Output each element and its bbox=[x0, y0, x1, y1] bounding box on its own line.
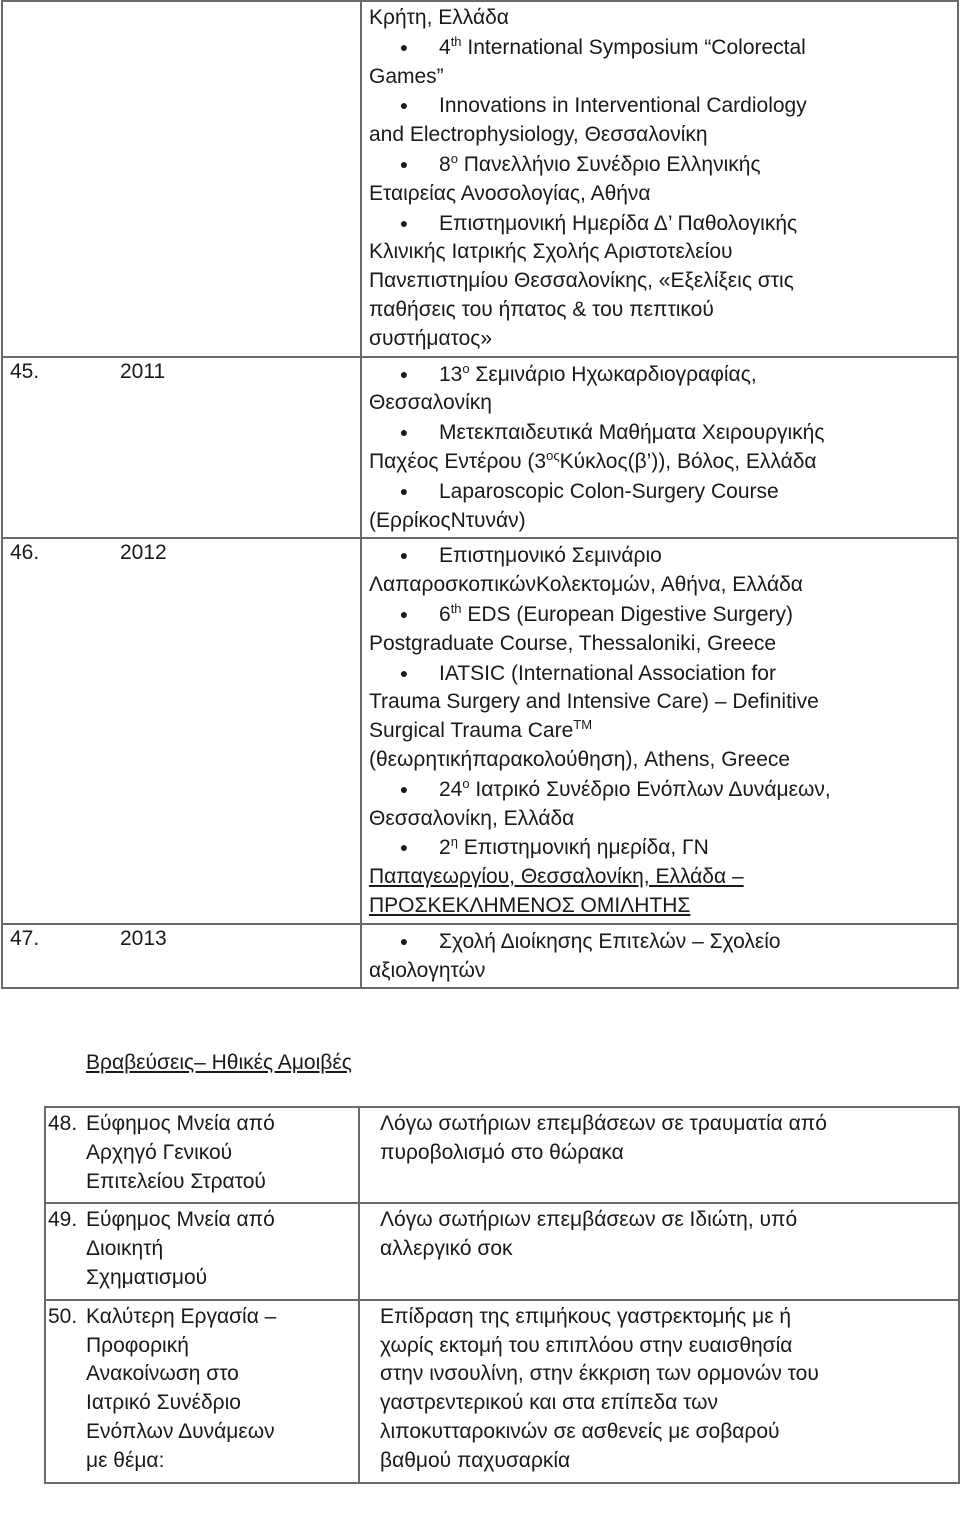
bullet-icon: ● bbox=[399, 38, 409, 55]
row-content-cell bbox=[361, 1, 958, 357]
row-content bbox=[362, 2, 957, 356]
award-title-cell bbox=[45, 1107, 359, 1203]
content-line: Θεσσαλονίκη bbox=[369, 391, 492, 415]
bullet-icon: ● bbox=[399, 664, 409, 681]
content-line: Κλινικής Ιατρικής Σχολής Αριστοτελείου bbox=[369, 240, 733, 264]
award-reason-line: Λόγω σωτήριων επεμβάσεων σε τραυματία από bbox=[380, 1112, 827, 1135]
award-title-cell bbox=[45, 1300, 359, 1483]
conference-table bbox=[1, 0, 959, 989]
content-line: ● $2^\eta$ Επιστημονική ημερίδα, ΓΝ bbox=[369, 833, 937, 863]
superscript: ο bbox=[462, 360, 470, 376]
conference-table-body bbox=[2, 1, 958, 988]
row-content bbox=[362, 539, 957, 922]
award-reason-line: στην ινσουλίνη, στην έκκριση των ορμονών του bbox=[380, 1362, 819, 1386]
row-content-cell bbox=[361, 538, 958, 923]
award-title-line: Ανακοίνωση στο bbox=[86, 1362, 239, 1386]
content-line: ● 4th International Symposium “Colorectal bbox=[369, 33, 937, 63]
award-reason bbox=[360, 1204, 958, 1270]
superscript: th bbox=[450, 33, 462, 49]
award-title-line: Εύφημος Μνεία από bbox=[86, 1112, 275, 1135]
row-year: 2013 bbox=[120, 926, 167, 950]
content-line: Surgical Trauma Care™ bbox=[369, 717, 593, 743]
content-line: ● $8^o$ Πανελλήνιο Συνέδριο Ελληνικής bbox=[369, 150, 937, 180]
award-reason bbox=[360, 1108, 958, 1174]
content-line: αξιολογητών bbox=[369, 958, 486, 982]
award-reason-cell bbox=[359, 1203, 959, 1299]
award-title-line: Εύφημος Μνεία από bbox=[86, 1208, 275, 1232]
superscript: η bbox=[450, 834, 458, 850]
award-reason-line: πυροβολισμό στο θώρακα bbox=[380, 1140, 624, 1164]
content-line: ● Laparoscopic Colon-Surgery Course bbox=[369, 477, 937, 507]
award-reason bbox=[360, 1301, 958, 1482]
award-title-line: Προφορική bbox=[86, 1333, 189, 1357]
content-line: Postgraduate Course, Thessaloniki, Greece bbox=[369, 631, 776, 655]
content-line: Θεσσαλονίκη, Ελλάδα bbox=[369, 806, 575, 830]
row-content-cell bbox=[361, 357, 958, 539]
content-line: ● Innovations in Interventional Cardiology bbox=[369, 91, 937, 121]
award-reason-line: γαστρεντερικού και στα επίπεδα των bbox=[380, 1391, 718, 1415]
content-line: and Electrophysiology, Θεσσαλονίκη bbox=[369, 123, 708, 147]
award-reason-cell bbox=[359, 1300, 959, 1483]
bullet-icon: ● bbox=[399, 547, 409, 564]
content-line: (ΕρρίκοςΝτυνάν) bbox=[369, 508, 526, 532]
content-line: παθήσεις του ήπατος & του πεπτικού bbox=[369, 297, 714, 321]
content-line: ● $24^o$ Ιατρικό Συνέδριο Ενόπλων Δυνάμεων, bbox=[369, 775, 937, 805]
award-title-cell bbox=[45, 1203, 359, 1299]
award-reason-line: αλλεργικό σοκ bbox=[380, 1237, 513, 1261]
row-number: 47. bbox=[10, 926, 40, 950]
bullet-icon: ● bbox=[399, 605, 409, 622]
bullet-icon: ● bbox=[399, 780, 409, 797]
award-title-line: Ενόπλων Δυνάμεων bbox=[86, 1419, 275, 1443]
superscript: th bbox=[450, 600, 462, 616]
row-year: 2012 bbox=[120, 541, 167, 565]
content-line: συστήματος» bbox=[369, 326, 493, 350]
content-line: ● Σχολή Διοίκησης Επιτελών – Σχολείο bbox=[369, 927, 937, 957]
table-row bbox=[2, 538, 958, 923]
bullet-icon: ● bbox=[399, 424, 409, 441]
row-content-cell bbox=[361, 924, 958, 989]
awards-table bbox=[44, 1106, 960, 1484]
award-left bbox=[46, 1301, 358, 1482]
award-reason-line: βαθμού παχυσαρκία bbox=[380, 1448, 571, 1472]
award-title-line: Αρχηγό Γενικού bbox=[86, 1140, 233, 1164]
award-reason-line: Λόγω σωτήριων επεμβάσεων σε Ιδιώτη, υπό bbox=[380, 1208, 798, 1232]
row-number-cell bbox=[2, 357, 361, 539]
award-row bbox=[45, 1107, 959, 1203]
content-line: ● IATSIC (International Association for bbox=[369, 659, 937, 689]
award-left bbox=[46, 1204, 358, 1298]
superscript: ο bbox=[450, 150, 458, 166]
bullet-icon: ● bbox=[399, 214, 409, 231]
award-title-line: Διοικητή bbox=[86, 1237, 164, 1261]
award-row bbox=[45, 1300, 959, 1483]
award-title-line: Σχηματισμού bbox=[86, 1265, 208, 1289]
award-left bbox=[46, 1108, 358, 1202]
row-year: 2011 bbox=[120, 359, 166, 383]
award-reason-cell bbox=[359, 1107, 959, 1203]
table-row bbox=[2, 1, 958, 357]
content-line: Κρήτη, Ελλάδα bbox=[369, 6, 509, 29]
award-reason-line: Επίδραση της επιμήκους γαστρεκτομής με ή bbox=[380, 1304, 792, 1328]
bullet-icon: ● bbox=[399, 482, 409, 499]
bullet-icon: ● bbox=[399, 932, 409, 949]
award-title bbox=[86, 1110, 354, 1196]
award-title-line: Επιτελείου Στρατού bbox=[86, 1169, 266, 1193]
award-number: 50. bbox=[48, 1304, 78, 1328]
table-row bbox=[2, 357, 958, 539]
row-number-cell bbox=[2, 1, 361, 357]
content-line: Trauma Surgery and Intensive Care) – Definitive bbox=[369, 690, 819, 714]
content-line: (θεωρητικήπαρακολούθηση), Athens, Greece bbox=[369, 747, 791, 771]
award-title bbox=[86, 1206, 354, 1292]
content-line: Πανεπιστημίου Θεσσαλονίκης, «Εξελίξεις στις bbox=[369, 269, 794, 293]
superscript: ο bbox=[462, 775, 470, 791]
content-line: ● Επιστημονική Ημερίδα Δ’ Παθολογικής bbox=[369, 209, 937, 239]
awards-heading: Βραβεύσεις– Ηθικές Αμοιβές bbox=[86, 1051, 352, 1074]
awards-table-body bbox=[45, 1107, 959, 1483]
award-title-line: Καλύτερη Εργασία – bbox=[86, 1304, 277, 1328]
content-line: ● $13^o$ Σεμινάριο Ηχωκαρδιογραφίας, bbox=[369, 360, 937, 390]
row-number: 45. bbox=[10, 359, 40, 383]
award-reason-line: χωρίς εκτομή του επιπλόου στην ευαισθησία bbox=[380, 1333, 793, 1357]
content-line: ● Μετεκπαιδευτικά Μαθήματα Χειρουργικής bbox=[369, 418, 937, 448]
award-number: 48. bbox=[48, 1112, 78, 1135]
award-row bbox=[45, 1203, 959, 1299]
table-row bbox=[2, 924, 958, 989]
superscript: TM bbox=[573, 717, 593, 733]
content-line: Παπαγεωργίου, Θεσσαλονίκη, Ελλάδα – bbox=[369, 865, 744, 889]
row-number-cell bbox=[2, 924, 361, 989]
bullet-icon: ● bbox=[399, 97, 409, 114]
bullet-icon: ● bbox=[399, 365, 409, 382]
award-reason-line: λιποκυτταροκινών σε ασθενείς με σοβαρού bbox=[380, 1419, 780, 1443]
award-title-line: Ιατρικό Συνέδριο bbox=[86, 1391, 241, 1415]
award-title bbox=[86, 1303, 354, 1476]
content-line: Παχέος Εντέρου $(3^{o\varsigma}Kύ\kappa\lambda o\varsigma(\beta’))$, Βόλος, Ελλάδα bbox=[369, 447, 817, 473]
content-line: ΠΡΟΣΚΕΚΛΗΜΕΝΟΣ ΟΜΙΛΗΤΗΣ bbox=[369, 893, 691, 917]
bullet-icon: ● bbox=[399, 155, 409, 172]
content-line: ● 6th EDS (European Digestive Surgery) bbox=[369, 600, 937, 630]
content-line: Εταιρείας Ανοσολογίας, Αθήνα bbox=[369, 181, 651, 205]
content-line: ΛαπαροσκοπικώνΚολεκτομών, Αθήνα, Ελλάδα bbox=[369, 573, 803, 597]
row-content bbox=[362, 358, 957, 538]
bullet-icon: ● bbox=[399, 839, 409, 856]
award-number: 49. bbox=[48, 1208, 78, 1232]
row-content bbox=[362, 925, 957, 988]
content-line: Games” bbox=[369, 64, 444, 88]
row-number: 46. bbox=[10, 541, 40, 565]
content-line: ● Επιστημονικό Σεμινάριο bbox=[369, 541, 937, 571]
superscript: ος bbox=[546, 447, 560, 463]
row-number-cell bbox=[2, 538, 361, 923]
award-title-line: με θέμα: bbox=[86, 1448, 165, 1472]
